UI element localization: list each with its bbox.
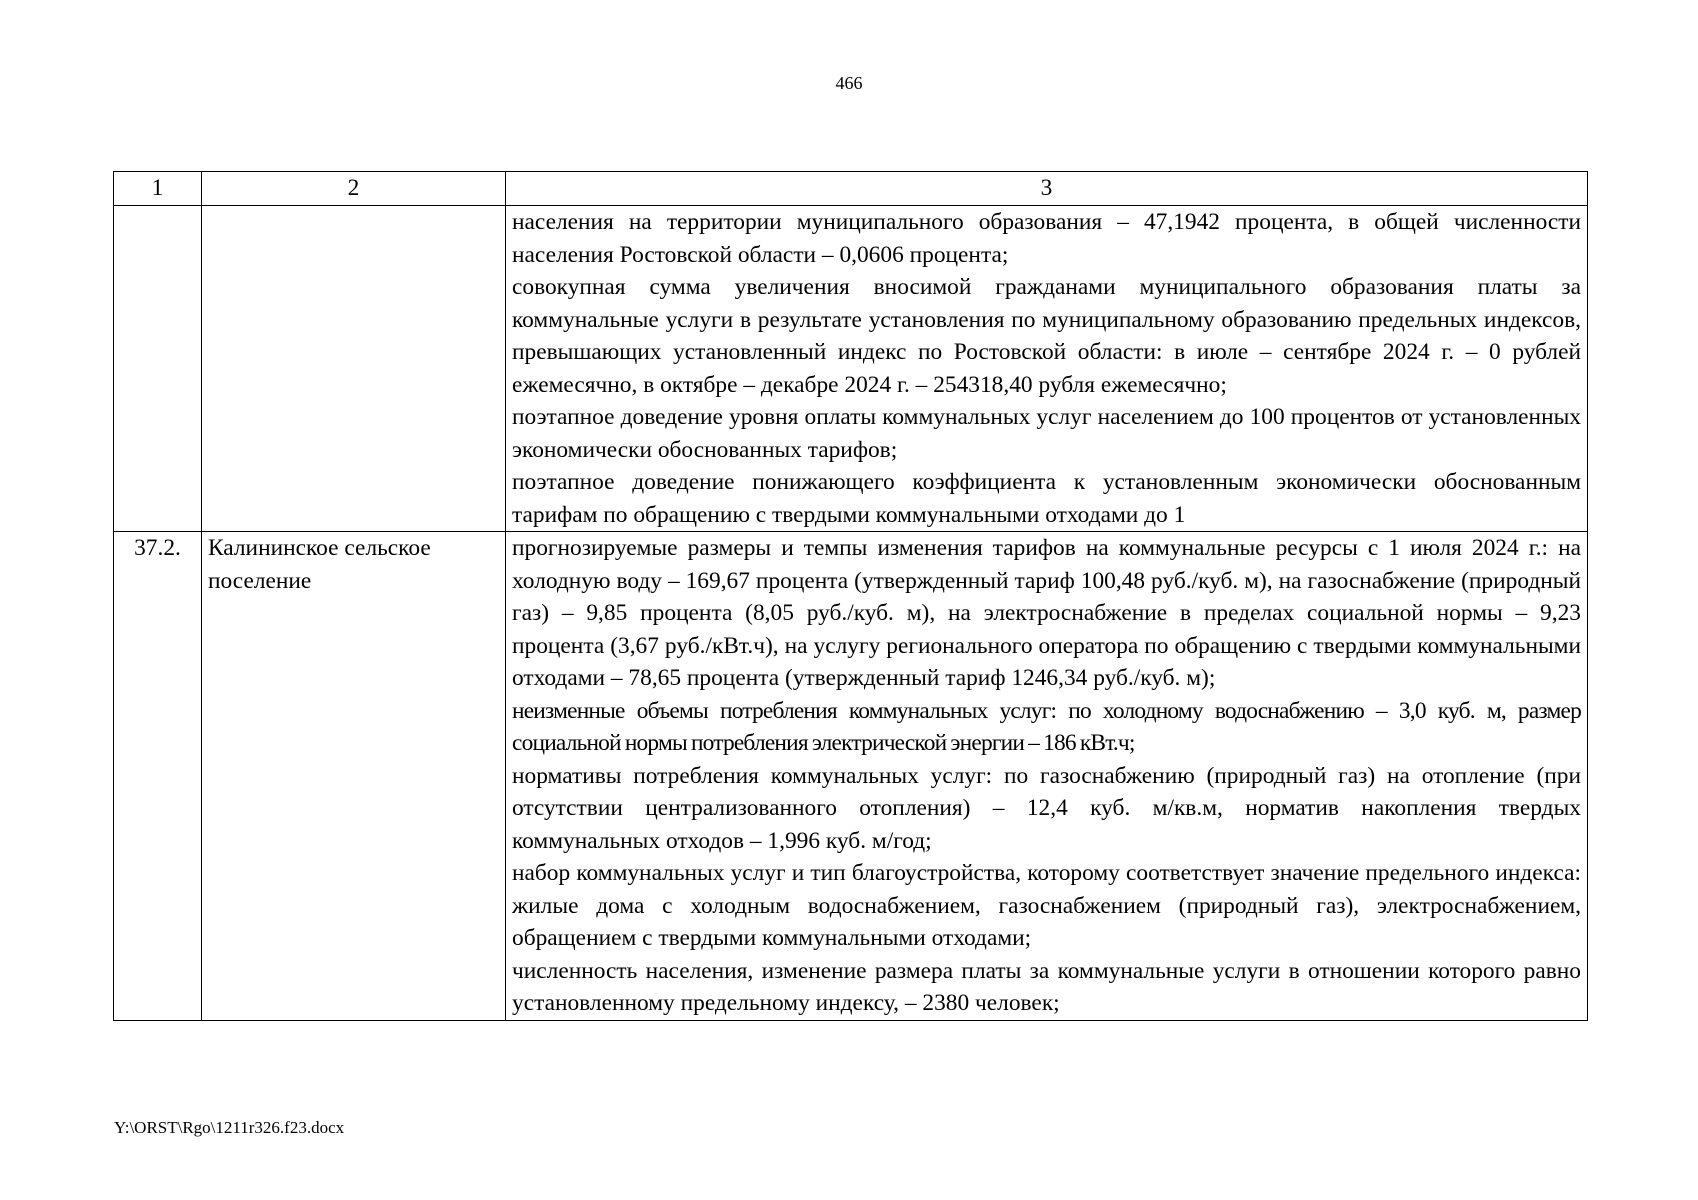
header-cell-1: 1 [114,172,202,206]
row-number-cell [114,206,202,532]
description-paragraph: численность населения, изменение размера платы за коммунальные услуги в отношении которого равно установленному предельному индексу, – 2380 человек; [512,957,1581,1016]
description-cell [506,532,1588,1021]
description-paragraph: нормативы потребления коммунальных услуг: по газоснабжению (природный газ) на отопление (при отсутствии централизованного отопления) – 12,4 куб. м/кв.м, норматив накопления твердых коммунальных отходов – 1,996 куб. м/год; [512,762,1581,854]
header-cell-3: 3 [506,172,1588,206]
page-number: 466 [835,73,863,93]
description-paragraph: поэтапное доведение уровня оплаты коммунальных услуг населением до 100 процентов от установленных экономически обоснованных тарифов; [512,404,1581,463]
tariff-table [113,171,1588,1021]
description-paragraph: совокупная сумма увеличения вносимой гражданами муниципального образования платы за коммунальные услуги в результате установления по муниципальному образованию предельных индексов, превышающих установленный индекс по Ростовской области: в июле – сентябре 2024 г. – 0 рублей ежемесячно, в октябре – декабре 2024 г. – 254318,40 рубля ежемесячно; [512,274,1581,398]
settlement-name-cell [202,206,506,532]
description-paragraph: поэтапное доведение понижающего коэффициента к установленным экономически обоснованным тарифам по обращению с твердыми коммунальными отходами до 1 [512,469,1581,528]
table-row [114,532,1588,1021]
header-cell-2: 2 [202,172,506,206]
table-header-row [114,172,1588,206]
description-paragraph: прогнозируемые размеры и темпы изменения тарифов на коммунальные ресурсы с 1 июля 2024 г.: на холодную воду – 169,67 процента (утвержденный тариф 100,48 руб./куб. м), на газоснабжение (природный газ) – 9,85 процента (8,05 руб./куб. м), на электроснабжение в пределах социальной нормы – 9,23 процента (3,67 руб./кВт.ч), на услугу регионального оператора по обращению с твердыми коммунальными отходами – 78,65 процента (утвержденный тариф 1246,34 руб./куб. м); [512,535,1581,691]
description-paragraph: населения на территории муниципального образования – 47,1942 процента, в общей численности населения Ростовской области – 0,0606 процента; [512,209,1581,268]
row-number-cell: 37.2. [114,532,202,1021]
settlement-name-cell: Калининское сельское поселение [202,532,506,1021]
table-row [114,206,1588,532]
description-cell [506,206,1588,532]
description-paragraph: набор коммунальных услуг и тип благоустройства, которому соответствует значение предельного индекса: жилые дома с холодным водоснабжением, газоснабжением (природный газ), электроснабжением, обращением с твердыми коммунальными отходами; [512,860,1581,951]
description-paragraph: неизменные объемы потребления коммунальных услуг: по холодному водоснабжению – 3,0 куб. м, размер социальной нормы потребления электрической энергии – 186 кВт.ч; [512,697,1581,756]
file-path-footer: Y:\ORST\Rgo\1211r326.f23.docx [114,1118,345,1137]
